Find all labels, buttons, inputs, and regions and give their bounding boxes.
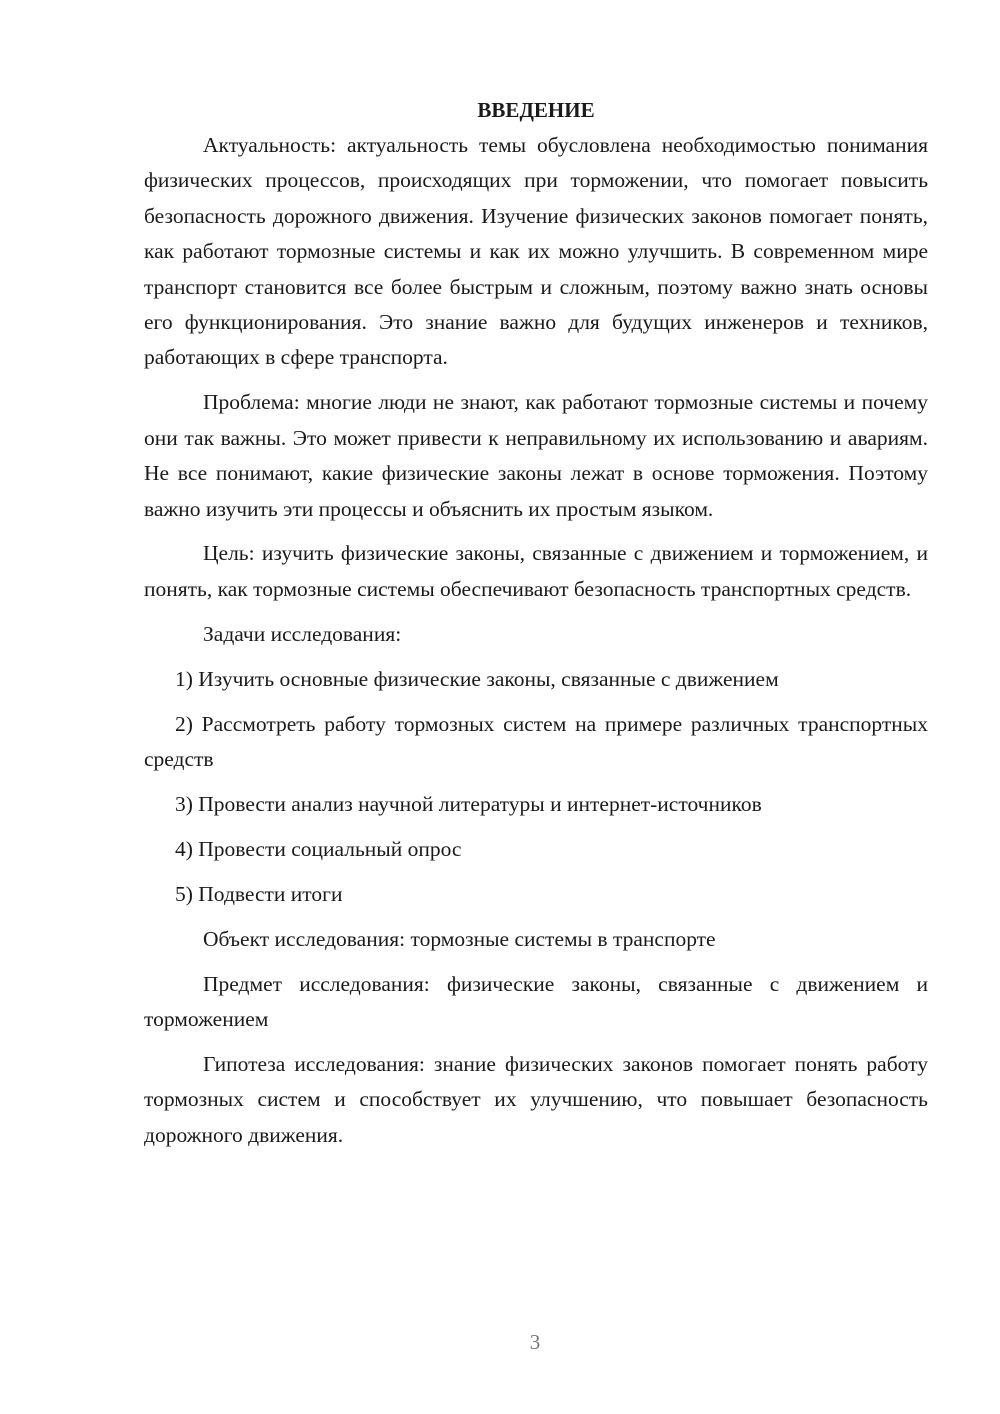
task-item: 1) Изучить основные физические законы, связанные с движением	[175, 666, 779, 691]
hypothesis-paragraph: Гипотеза исследования: знание физических законов помогает понять работу тормозных систем и способствует их улучшению, что повышает безопасность дорожного движения.	[144, 1051, 928, 1147]
goal-paragraph: Цель: изучить физические законы, связанные с движением и торможением, и понять, как тормозные системы обеспечивают безопасность транспортных средств.	[144, 541, 928, 601]
task-item: 2) Рассмотреть работу тормозных систем на примере различных транспортных средств	[144, 711, 928, 771]
page-content	[144, 92, 928, 1153]
task-item: 3) Провести анализ научной литературы и интернет-источников	[175, 791, 762, 816]
section-heading: ВВЕДЕНИЕ	[477, 98, 595, 122]
problem-paragraph: Проблема: многие люди не знают, как работают тормозные системы и почему они так важны. Это может привести к неправильному их использованию и авариям. Не все понимают, какие физические законы лежат в основе торможения. Поэтому важно изучить эти процессы и объяснить их простым языком.	[144, 390, 928, 521]
object-paragraph: Объект исследования: тормозные системы в транспорте	[203, 926, 716, 951]
page-number: 3	[529, 1330, 541, 1354]
tasks-title: Задачи исследования:	[203, 621, 402, 646]
task-item: 4) Провести социальный опрос	[175, 836, 462, 861]
relevance-paragraph: Актуальность: актуальность темы обусловлена необходимостью понимания физических процессов, происходящих при торможении, что помогает повысить безопасность дорожного движения. Изучение физических законов помогает понять, как работают тормозные системы и как их можно улучшить. В современном мире транспорт становится все более быстрым и сложным, поэтому важно знать основы его функционирования. Это знание важно для будущих инженеров и техников, работающих в сфере транспорта.	[144, 133, 928, 370]
task-item: 5) Подвести итоги	[175, 881, 343, 906]
subject-paragraph: Предмет исследования: физические законы, связанные с движением и торможением	[144, 971, 928, 1031]
